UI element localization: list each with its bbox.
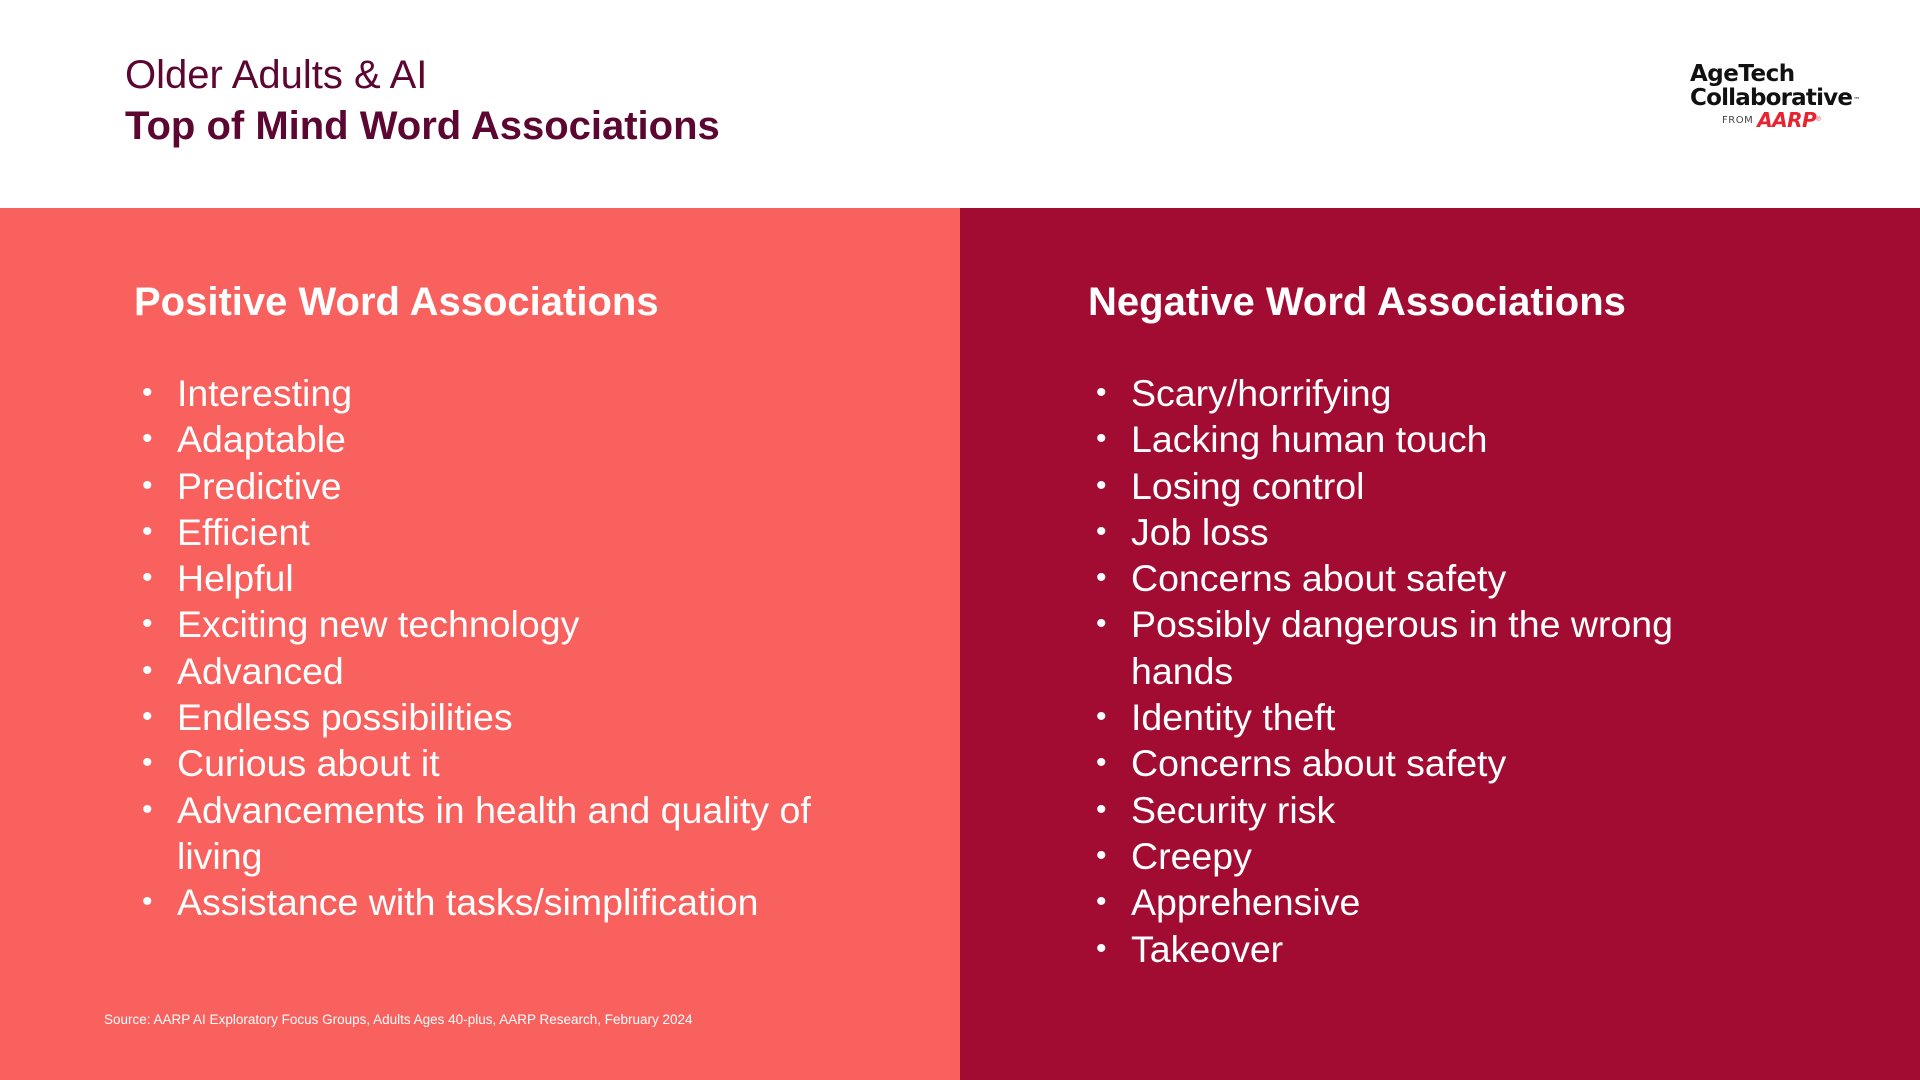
- list-item-text: Assistance with tasks/simplification: [177, 881, 759, 924]
- list-item: [1096, 416, 1776, 462]
- title-block: [125, 50, 720, 152]
- list-item-text: Security risk: [1131, 788, 1336, 831]
- bullet-icon: •: [142, 514, 153, 548]
- list-item-text: Advanced: [177, 649, 344, 692]
- bullet-icon: •: [142, 376, 153, 409]
- list-item: [1096, 555, 1776, 601]
- list-item-text: Takeover: [1131, 927, 1284, 970]
- bullet-icon: •: [142, 792, 153, 826]
- list-item-text: Identity theft: [1131, 696, 1336, 739]
- list-item-text: Concerns about safety: [1131, 557, 1507, 600]
- list-item: [1096, 601, 1776, 694]
- list-item: [1096, 833, 1776, 879]
- list-item-text: Predictive: [177, 464, 342, 507]
- list-item-text: Endless possibilities: [177, 696, 513, 739]
- list-item: [1096, 463, 1776, 509]
- bullet-icon: •: [1096, 931, 1107, 965]
- list-item: [142, 601, 822, 647]
- bullet-icon: •: [1096, 561, 1107, 595]
- list-item-text: Possibly dangerous in the wrong hands: [1131, 603, 1673, 692]
- positive-heading: Positive Word Associations: [134, 280, 659, 324]
- list-item-text: Lacking human touch: [1131, 418, 1488, 461]
- bullet-icon: •: [1096, 422, 1107, 456]
- list-item-text: Efficient: [177, 510, 310, 553]
- bullet-icon: •: [1096, 885, 1107, 919]
- bullet-icon: •: [142, 607, 153, 641]
- negative-associations-panel: [960, 208, 1920, 1080]
- list-item: [1096, 370, 1776, 416]
- logo-from-aarp: [1690, 110, 1860, 130]
- list-item-text: Concerns about safety: [1131, 742, 1507, 785]
- list-item-text: Exciting new technology: [177, 603, 580, 646]
- bullet-icon: •: [142, 653, 153, 687]
- aarp-logo-icon: AARP: [1757, 108, 1817, 132]
- list-item-text: Creepy: [1131, 834, 1252, 877]
- list-item: [142, 509, 822, 555]
- slide-supertitle: Older Adults & AI: [125, 53, 428, 97]
- logo-from-text: FROM: [1722, 114, 1754, 126]
- list-item-text: Helpful: [177, 557, 294, 600]
- bullet-icon: •: [1096, 468, 1107, 502]
- list-item-text: Apprehensive: [1131, 881, 1361, 924]
- agetech-collaborative-logo: [1690, 62, 1860, 142]
- bullet-icon: •: [1096, 700, 1107, 734]
- list-item: [142, 879, 822, 925]
- positive-associations-panel: [0, 208, 960, 1080]
- list-item-text: Interesting: [177, 372, 353, 414]
- registered-mark: ®: [1816, 117, 1821, 123]
- list-item: [142, 787, 822, 880]
- bullet-icon: •: [142, 885, 153, 919]
- bullet-icon: •: [142, 422, 153, 456]
- list-item: [1096, 879, 1776, 925]
- list-item-text: Curious about it: [177, 742, 440, 785]
- source-citation: Source: AARP AI Exploratory Focus Groups, Adults Ages 40-plus, AARP Research, February 2024: [104, 1012, 693, 1027]
- negative-heading: Negative Word Associations: [1088, 280, 1626, 324]
- list-item: [142, 740, 822, 786]
- bullet-icon: •: [142, 746, 153, 780]
- list-item: [1096, 694, 1776, 740]
- bullet-icon: •: [1096, 838, 1107, 872]
- list-item: [1096, 509, 1776, 555]
- bullet-icon: •: [1096, 514, 1107, 548]
- bullet-icon: •: [1096, 792, 1107, 826]
- slide-header: [0, 0, 1920, 208]
- bullet-icon: •: [142, 561, 153, 595]
- list-item: [1096, 926, 1776, 972]
- list-item: [142, 370, 822, 416]
- bullet-icon: •: [142, 700, 153, 734]
- list-item: [1096, 787, 1776, 833]
- list-item: [142, 648, 822, 694]
- logo-text-agetech: AgeTech: [1690, 61, 1795, 87]
- list-item-text: Losing control: [1131, 464, 1365, 507]
- positive-word-list: [142, 370, 822, 926]
- list-item: [142, 555, 822, 601]
- list-item: [142, 463, 822, 509]
- list-item-text: Advancements in health and quality of living: [177, 788, 811, 877]
- list-item-text: Job loss: [1131, 510, 1269, 553]
- bullet-icon: •: [1096, 746, 1107, 780]
- logo-text-collaborative: [1690, 86, 1860, 110]
- logo-collaborative-word: Collaborative: [1690, 85, 1853, 111]
- list-item: [142, 416, 822, 462]
- list-item: [1096, 740, 1776, 786]
- negative-word-list: [1096, 370, 1776, 972]
- trademark-mark: ™: [1853, 96, 1860, 104]
- list-item-text: Adaptable: [177, 418, 346, 461]
- slide-title: Top of Mind Word Associations: [125, 104, 720, 148]
- list-item-text: Scary/horrifying: [1131, 372, 1392, 414]
- bullet-icon: •: [142, 468, 153, 502]
- bullet-icon: •: [1096, 607, 1107, 641]
- bullet-icon: •: [1096, 376, 1107, 409]
- list-item: [142, 694, 822, 740]
